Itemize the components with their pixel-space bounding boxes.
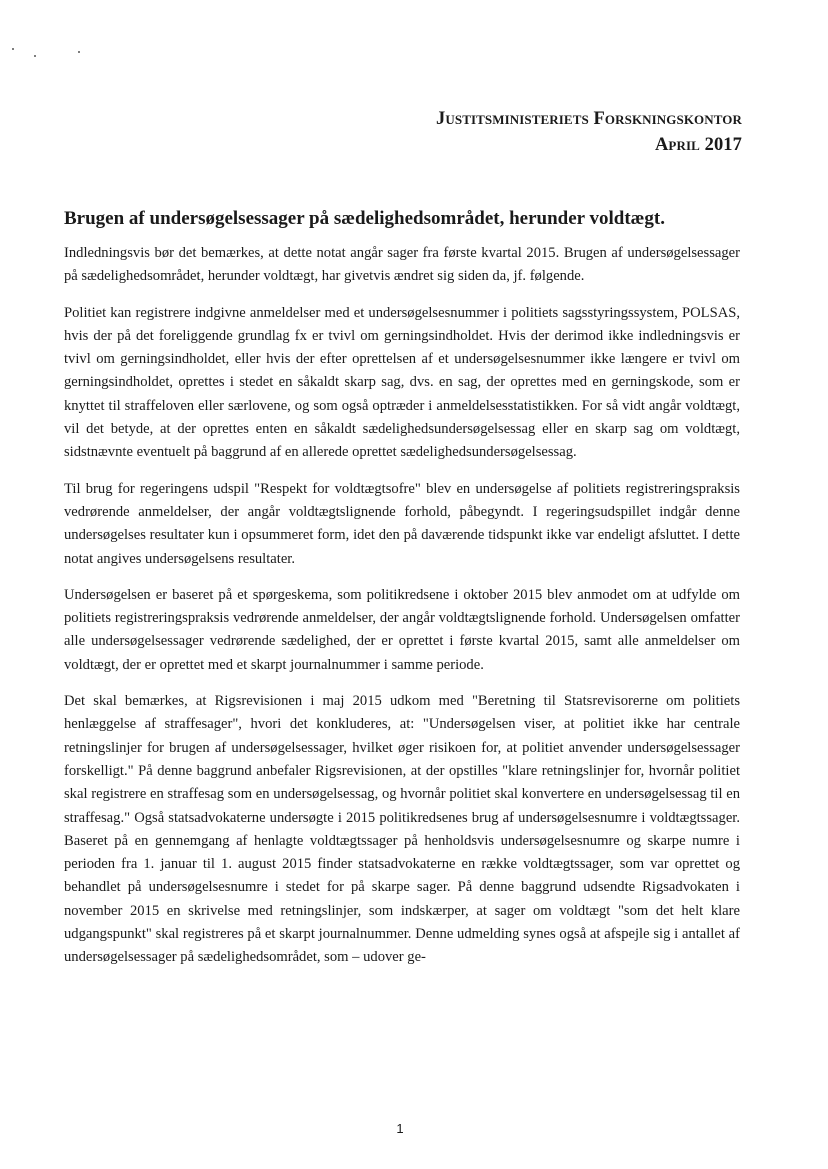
body-paragraph: Det skal bemærkes, at Rigsrevisionen i maj 2015 udkom med "Beretning til Statsrevisorerne om politiets henlæggelse af straffesager", hvori det konkluderes, at: "Undersøgelsen viser, at politiet ikke har centrale retningslinjer for brugen af undersøgelsessager, hvilket øger risikoen for, at politiet anvender undersøgelsessager forskelligt." På denne baggrund anbefaler Rigsrevisionen, at der opstilles "klare retningslinjer for, hvornår politiet skal registrere en straffesag som en undersøgelsessag, og hvornår politiet skal konvertere en undersøgelsessag til en straffesag." Også statsadvokaterne undersøgte i 2015 politikredsenes brug af undersøgelsesnumre i voldtægtssager. Baseret på en gennemgang af henlagte voldtægtssager på henholdsvis undersøgelsesnumre og skarpe numre i perioden fra 1. januar til 1. august 2015 finder statsadvokaterne en række voldtægtssager, som var oprettet og behandlet på undersøgelsesnumre i stedet for på skarpe sager. På denne baggrund udsendte Rigsadvokaten i november 2015 en skrivelse med retningslinjer, som indskærper, at sager om voldtægt "som det helt klare udgangspunkt" skal registreres på et skarpt journalnummer. Denne udmelding synes også at afspejle sig i antallet af undersøgelsessager på sædelighedsområdet, som – udover ge- — [64, 693, 740, 966]
scan-specks — [10, 46, 90, 60]
body-paragraph: Undersøgelsen er baseret på et spørgeskema, som politikredsene i oktober 2015 blev anmodet om at udfylde om politiets registreringspraksis vedrørende anmeldelser, der angår voldtægtslignende forhold. Undersøgelsen omfatter alle undersøgelsessager vedrørende sædelighed, der er oprettet i første kvartal 2015, samt alle anmeldelser om voldtægt, der er oprettet med et skarpt journalnummer i samme periode. — [64, 586, 740, 673]
scan-speck — [78, 51, 80, 53]
page-number: 1 — [396, 1121, 404, 1136]
scan-speck — [34, 55, 36, 57]
document-title: Brugen af undersøgelsessager på sædelighedsområdet, herunder voldtægt. — [64, 208, 665, 229]
body-paragraph: Til brug for regeringens udspil "Respekt for voldtægtsofre" blev en undersøgelse af politiets registreringspraksis vedrørende anmeldelser, der angår voldtægtslignende forhold, påbegyndt. I regeringsudspillet indgår denne undersøgelses resultater kun i opsummeret form, idet den på daværende tidspunkt ikke var endeligt afsluttet. I dette notat angives undersøgelsens resultater. — [64, 480, 740, 567]
organization-name: Justitsministeriets Forskningskontor — [436, 109, 742, 129]
scan-speck — [12, 48, 14, 50]
body-paragraph: Politiet kan registrere indgivne anmeldelser med et undersøgelsesnummer i politiets sagsstyringssystem, POLSAS, hvis der på det foreliggende grundlag fx er tvivl om gerningsindholdet. Hvis der derimod ikke indledningsvis er tvivl om gerningsindholdet, eller hvis der efter oprettelsen af et undersøgelsesnummer ikke længere er tvivl om gerningsindholdet, oprettes i stedet en såkaldt skarp sag, dvs. en sag, der oprettes med en gerningskode, som er knyttet til straffeloven eller særlovene, og som også optræder i anmeldelsesstatistikken. For så vidt angår voldtægt, vil det betyde, at der oprettes enten en såkaldt sædelighedsundersøgelsessag eller en skarp sag om voldtægt, sidstnævnte eventuelt på baggrund af en allerede oprettet sædelighedsundersøgelsessag. — [64, 304, 740, 461]
document-header — [436, 106, 742, 158]
document-date: April 2017 — [654, 135, 742, 155]
document-body — [64, 242, 740, 983]
body-paragraph: Indledningsvis bør det bemærkes, at dette notat angår sager fra første kvartal 2015. Brugen af undersøgelsessager på sædelighedsområdet, herunder voldtægt, har givetvis ændret sig siden da, jf. følgende. — [64, 245, 740, 285]
